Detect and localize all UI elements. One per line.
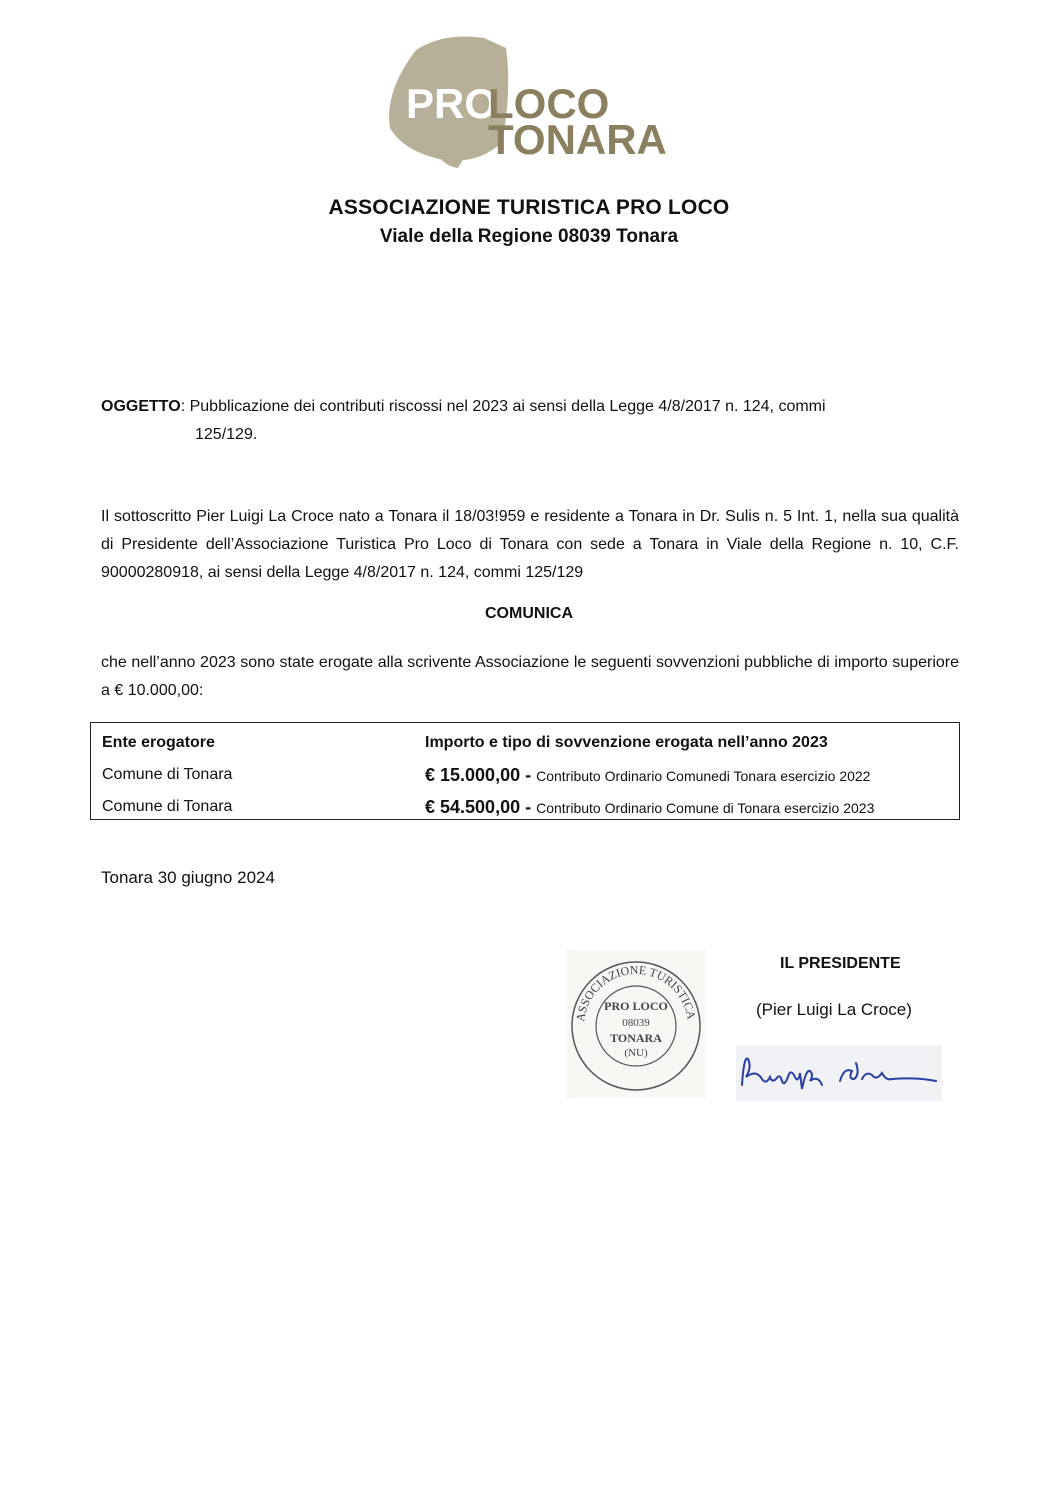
entity-cell: Comune di Tonara <box>102 766 233 783</box>
document-date: Tonara 30 giugno 2024 <box>101 868 275 887</box>
signature-graphic <box>736 1045 942 1101</box>
amount-description: Contributo Ordinario Comune di Tonara esercizio 2023 <box>536 800 875 816</box>
handwritten-signature <box>736 1045 942 1101</box>
stamp-line-4: (NU) <box>624 1047 648 1059</box>
official-stamp <box>566 950 706 1098</box>
stamp-line-1: PRO LOCO <box>604 999 668 1013</box>
table-header-row <box>91 727 961 759</box>
association-address: Viale della Regione 08039 Tonara <box>379 226 679 247</box>
column-header-amount: Importo e tipo di sovvenzione erogata nell’anno 2023 <box>425 734 828 751</box>
amount-description: Contributo Ordinario Comunedi Tonara esercizio 2022 <box>536 768 871 784</box>
subject-text: : Pubblicazione dei contributi riscossi nel 2023 ai sensi della Legge 4/8/2017 n. 124, commi <box>180 398 826 415</box>
logo-word-pro: PRO <box>406 80 498 127</box>
stamp-line-3: TONARA <box>610 1031 662 1045</box>
president-name: (Pier Luigi La Croce) <box>756 1000 912 1019</box>
subject-paragraph <box>101 393 959 449</box>
logo-word-loco: LOCO <box>488 80 610 127</box>
stamp-line-2: 08039 <box>622 1017 650 1029</box>
logo-graphic <box>384 32 674 172</box>
entity-cell: Comune di Tonara <box>102 798 233 815</box>
subject-label: OGGETTO <box>101 398 181 415</box>
table-row <box>91 791 961 823</box>
amount-separator: - <box>520 797 537 817</box>
amount-cell <box>425 791 874 825</box>
amount-cell <box>425 759 870 793</box>
column-header-entity: Ente erogatore <box>102 734 215 751</box>
table-row <box>91 759 961 791</box>
stamp-graphic <box>566 950 706 1098</box>
subject-continuation: 125/129. <box>195 426 258 443</box>
intro-paragraph: Il sottoscritto Pier Luigi La Croce nato a Tonara il 18/03!959 e residente a Tonara in Dr. Sulis n. 5 Int. 1, nella sua qualità di Presidente dell’Associazione Turistica Pro Loco di Tonara con sede a Tonara in Viale della Regione n. 10, C.F. 90000280918, ai sensi della Legge 4/8/2017 n. 124, commi 125/129 <box>101 508 959 581</box>
subsidies-table <box>90 722 960 820</box>
amount-value: € 54.500,00 <box>425 797 521 817</box>
association-title: ASSOCIAZIONE TURISTICA PRO LOCO <box>328 196 730 219</box>
statement-paragraph: che nell’anno 2023 sono state erogate alla scrivente Associazione le seguenti sovvenzioni pubbliche di importo superiore a € 10.000,00: <box>101 654 959 699</box>
letterhead <box>0 196 1058 248</box>
stamp-ring-text: ASSOCIAZIONE TURISTICA <box>573 962 699 1023</box>
amount-value: € 15.000,00 <box>425 765 521 785</box>
amount-separator: - <box>520 765 537 785</box>
logo-word-tonara: TONARA <box>488 116 667 163</box>
comunica-heading: COMUNICA <box>485 605 573 622</box>
president-title: IL PRESIDENTE <box>780 955 901 972</box>
pro-loco-logo <box>384 32 674 172</box>
